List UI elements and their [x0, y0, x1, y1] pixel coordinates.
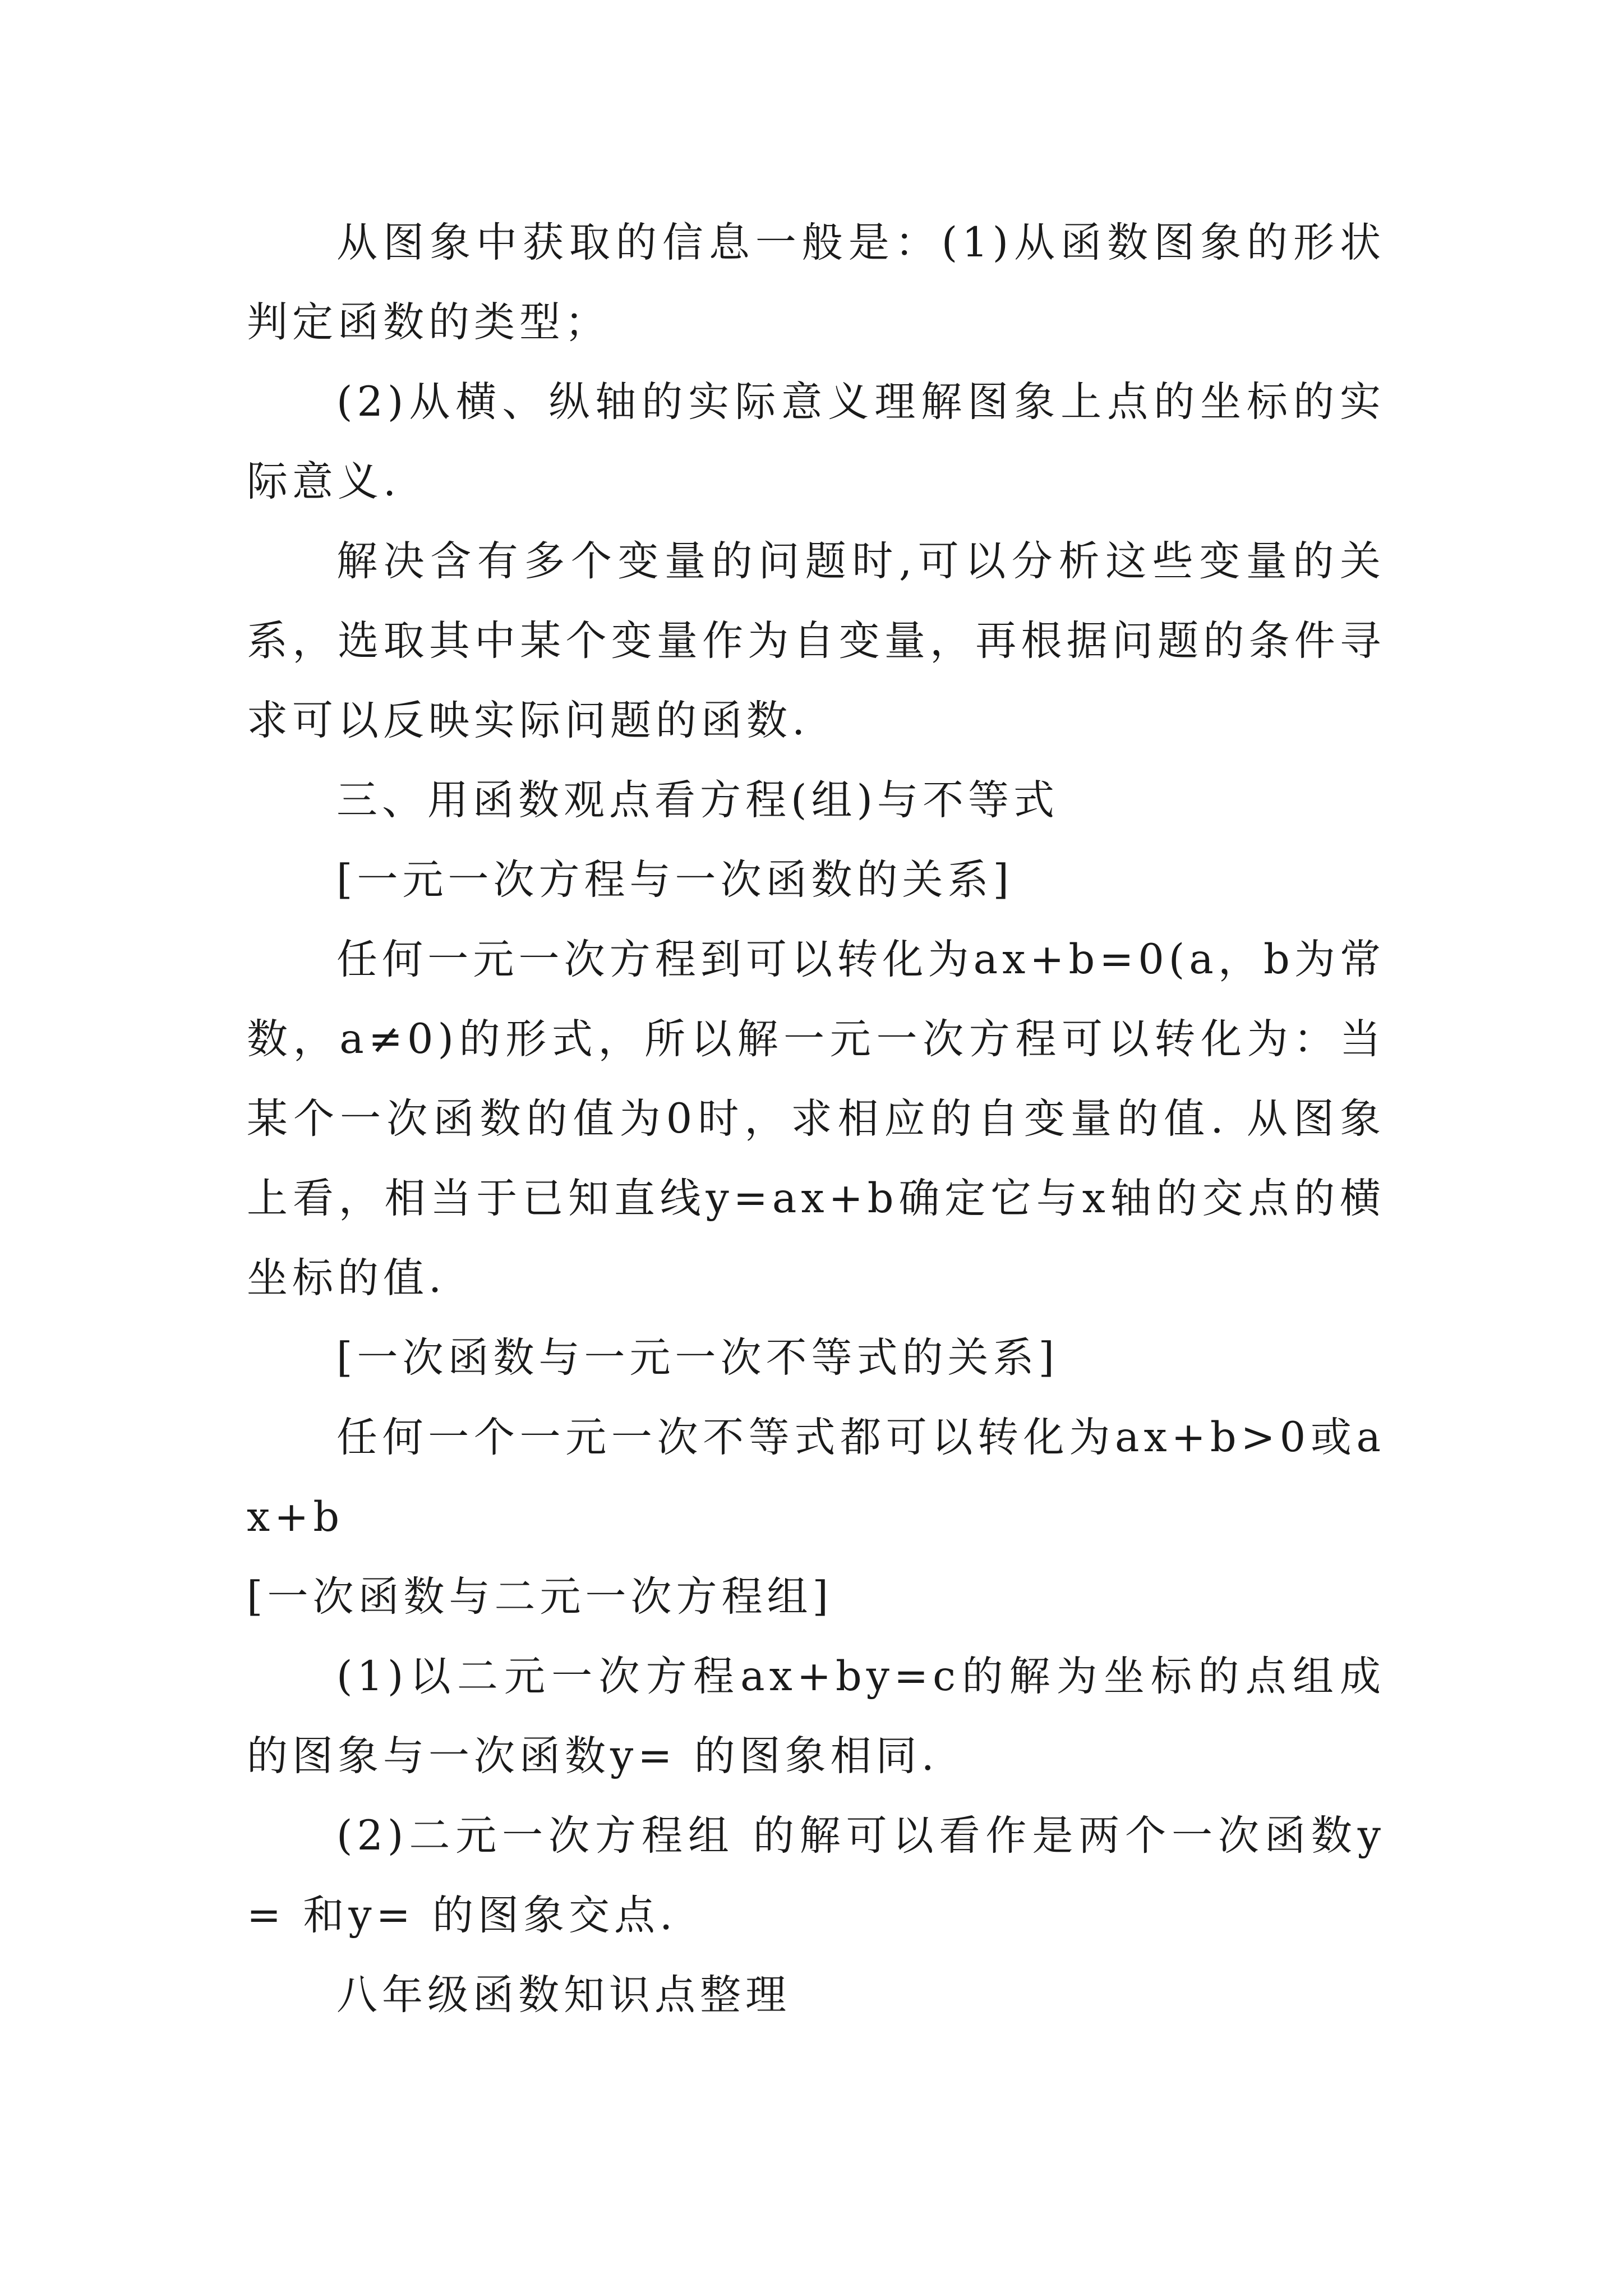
- paragraph-linear-equation: 任何一元一次方程到可以转化为ax+b=0(a，b为常数，a≠0)的形式，所以解一元一次方程可以转化为：当某个一次函数的值为0时，求相应的自变量的值. 从图象上看，相当于已知直线y=ax+b确定它与x轴的交点的横坐标的值.: [247, 936, 1385, 1302]
- paragraph-multi-variable: 解决含有多个变量的问题时,可以分析这些变量的关系，选取其中某个变量作为自变量，再根据问题的条件寻求可以反映实际问题的函数.: [247, 537, 1385, 744]
- paragraph-equation-solution: (1)以二元一次方程ax+by=c的解为坐标的点组成的图象与一次函数y= 的图象相同.: [247, 1653, 1385, 1780]
- paragraph-closing-title: 八年级函数知识点整理: [336, 1971, 791, 2019]
- document-body: [247, 203, 1385, 2035]
- paragraph-system-intersection: (2)二元一次方程组 的解可以看作是两个一次函数y= 和y= 的图象交点.: [247, 1812, 1385, 1939]
- paragraph-axis-meaning: (2)从横、纵轴的实际意义理解图象上点的坐标的实际意义.: [247, 378, 1385, 505]
- section-heading-equations: 三、用函数观点看方程(组)与不等式: [336, 776, 1059, 824]
- paragraph-graph-info: 从图象中获取的信息一般是：(1)从函数图象的形状判定函数的类型；: [247, 219, 1385, 346]
- subheading-linear-equation: [一元一次方程与一次函数的关系]: [336, 856, 1013, 904]
- subheading-equation-system: [一次函数与二元一次方程组]: [247, 1573, 833, 1621]
- subheading-inequality: [一次函数与一元一次不等式的关系]: [336, 1334, 1059, 1382]
- paragraph-inequality: 任何一个一元一次不等式都可以转化为ax+b>0或ax+b: [247, 1414, 1385, 1541]
